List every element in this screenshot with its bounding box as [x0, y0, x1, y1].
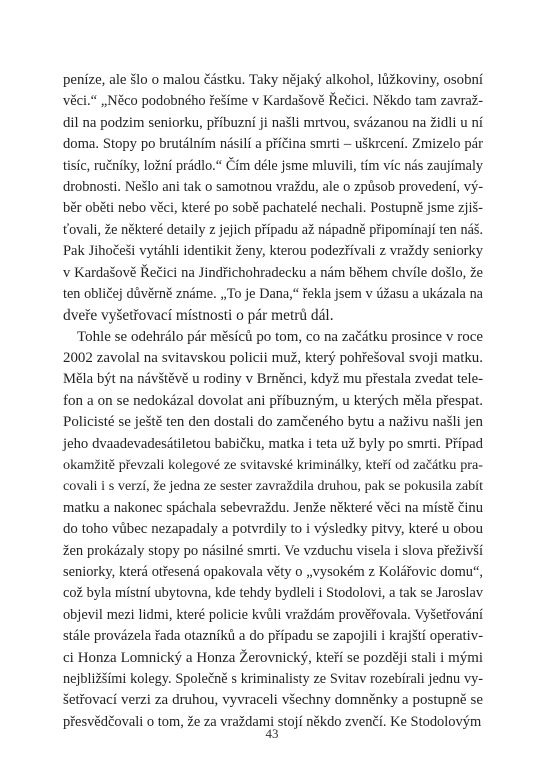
- text-line: běr oběti nebo věci, které po sobě pachatelé nechali. Postupně jsme zjiš-: [63, 200, 483, 217]
- text-line: ci Honza Lomnický a Honza Žerovnický, kteří se později stali i mými: [63, 649, 483, 666]
- text-line: což byla místní ubytovna, kde tehdy bydleli i Stodolovi, a tak se Jaroslav: [63, 585, 483, 602]
- text-line: jeho dvaadevadesátiletou babičku, matka i teta už byly po smrti. Případ: [63, 435, 483, 452]
- text-line: Pak Jihočeši vytáhli identikit ženy, kterou podezřívali z vraždy seniorky: [63, 243, 483, 260]
- page-number: 43: [265, 726, 279, 741]
- text-line: přesvědčovali o tom, že za vraždami stojí někdo zvenčí. Ke Stodolovým: [63, 713, 482, 730]
- text-line: tisíc, ručníky, ložní prádlo.“ Čím déle jsme mluvili, tím víc nás zaujímaly: [63, 157, 483, 174]
- text-line: žen prokázaly stopy po násilné smrti. Ve vzduchu visela i slova přeživší: [63, 542, 483, 559]
- text-line: 2002 zavolal na svitavskou policii muž, který pohřešoval svoji matku.: [63, 350, 483, 367]
- text-line: dveře vyšetřovací místnosti o pár metrů dál.: [63, 307, 334, 325]
- text-line: věci.“ „Něco podobného řešíme v Kardašově Řečici. Někdo tam zavraž-: [63, 93, 483, 110]
- text-line: dil na podzim seniorku, příbuzní ji našli mrtvou, svázanou na židli u ní: [63, 114, 483, 131]
- text-line: fon a on se nedokázal dovolat ani příbuzným, u kterých měla přespat.: [63, 392, 483, 409]
- text-line: v Kardašově Řečici na Jindřichohradecku a nám během chvíle došlo, že: [63, 264, 483, 281]
- text-line: drobnosti. Nešlo ani tak o samotnou vraždu, ale o způsob provedení, vý-: [63, 178, 483, 195]
- text-line: ťovali, že některé detaily z jejich případu až nápadně připomínají ten náš.: [63, 221, 483, 238]
- text-line: Policisté se ještě ten den dostali do zamčeného bytu a naživu našli jen: [63, 414, 483, 431]
- body-text: [63, 70, 483, 733]
- text-line: šetřovací verzi za druhou, vyvraceli všechny domněnky a postupně se: [63, 692, 483, 709]
- text-line: Měla být na návštěvě u rodiny v Brněnci, když mu přestala zvedat tele-: [63, 371, 483, 388]
- text-line: okamžitě převzali kolegové ze svitavské kriminálky, kteří od začátku pra-: [63, 457, 483, 474]
- text-line: stále provázela řada otazníků a do případu se zapojili i krajští operativ-: [63, 628, 483, 645]
- text-line: seniorky, která otřesená opakovala věty o „vysokém z Kolářovic domu“,: [63, 563, 483, 580]
- text-line: do toho vůbec nezapadaly a potvrdily to i výsledky pitvy, které u obou: [63, 521, 483, 538]
- text-line: doma. Stopy po brutálním násilí a příčina smrti – uškrcení. Zmizelo pár: [63, 136, 483, 153]
- text-line: matku a nakonec spáchala sebevraždu. Jenže některé věci na místě činu: [63, 499, 483, 516]
- text-line: ten obličej důvěrně známe. „To je Dana,“ řekla jsem v úžasu a ukázala na: [63, 285, 483, 302]
- text-line: objevil mezi lidmi, které policie kvůli vraždám prověřovala. Vyšetřování: [63, 606, 483, 623]
- text-line: nejbližšími kolegy. Společně s kriminalisty ze Svitav rozebírali jednu vy-: [63, 670, 483, 687]
- text-line: peníze, ale šlo o malou částku. Taky nějaký alkohol, lůžkoviny, osobní: [63, 72, 483, 88]
- text-line-paragraph-start: Tohle se odehrálo pár měsíců po tom, co na začátku prosince v roce: [77, 328, 483, 345]
- text-line: covali i s verzí, že jedna ze sester zavraždila druhou, pak se pokusila zabít: [63, 478, 483, 495]
